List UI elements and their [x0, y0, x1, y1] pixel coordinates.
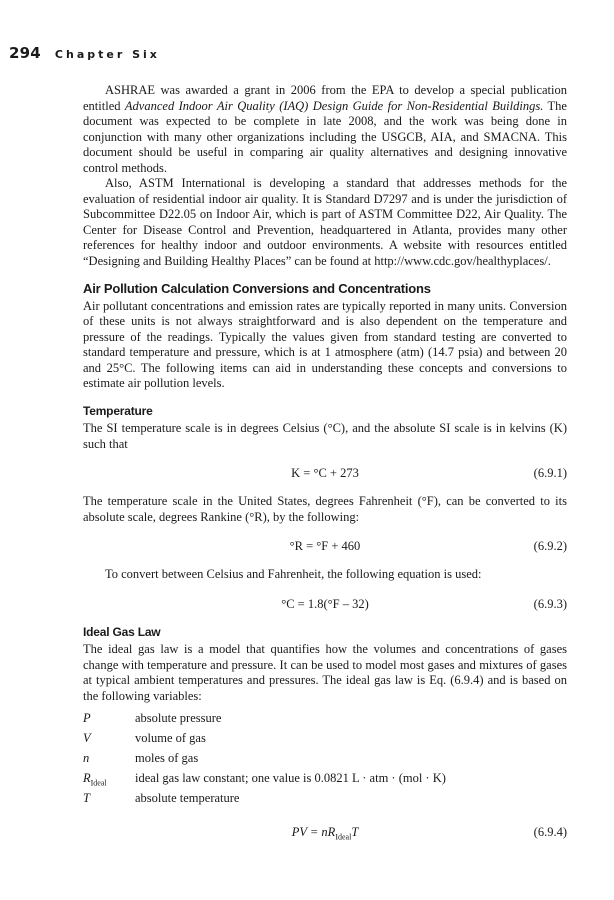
- equation-number: (6.9.4): [533, 825, 567, 839]
- variable-row: [83, 731, 567, 751]
- variable-symbol: [83, 771, 135, 791]
- equation-6-9-1: [83, 466, 567, 482]
- page-header: [9, 44, 160, 62]
- paragraph-convert: To convert between Celsius and Fahrenheit, the following equation is used:: [105, 567, 482, 581]
- equation-6-9-4: [83, 825, 567, 841]
- chapter-title: Chapter Six: [54, 48, 160, 61]
- paragraph-ashrae-start: ASHRAE was awarded a grant in 2006 from the EPA to develop a special publication entitled: [83, 83, 567, 113]
- publication-title: Advanced Indoor Air Quality (IAQ) Design Guide for Non-Residential Buildings.: [124, 98, 544, 113]
- equation-6-9-2: [83, 539, 567, 555]
- equation-number: (6.9.2): [533, 539, 567, 553]
- variable-description: ideal gas law constant; one value is 0.0821 L · atm · (mol · K): [135, 771, 446, 785]
- paragraph-ideal-gas: The ideal gas law is a model that quantifies how the volumes and concentrations of gases change with temperature and pressure. It can be used to model most gases and mixtures of gases at typical ambient temperatures and pressures. The ideal gas law is Eq. (6.9.4) and is based on the following variables:: [83, 642, 567, 703]
- variable-list: [83, 711, 567, 811]
- paragraph-astm: Also, ASTM International is developing a standard that addresses methods for the evaluation of residential indoor air quality. It is Standard D7297 and is under the jurisdiction of Subcommittee D22.05 on Indoor Air, which is part of ASTM Committee D22, Air Quality. The Center for Disease Control and Prevention, headquartered in Atlanta, provides many other references for healthy indoor and outdoor environments. A website with resources entitled “Designing and Building Healthy Places” can be found at http://www.cdc.gov/healthyplaces/.: [83, 176, 567, 268]
- variable-row: [83, 711, 567, 731]
- variable-symbol-subscript: Ideal: [90, 778, 107, 788]
- variable-symbol: V: [83, 731, 91, 745]
- variable-row: [83, 771, 567, 791]
- variable-symbol: P: [83, 711, 91, 725]
- page-body: [83, 83, 567, 853]
- paragraph-ashrae-rest: The document was expected to be complete in late 2008, and the work was being done in conjunction with many other organizations including the USGCB, AIA, and SMACNA. This document should be useful in comparing air quality alternatives and designing innovative control methods.: [83, 98, 567, 175]
- equation-text: K = °C + 273: [291, 466, 359, 480]
- equation-text: °C = 1.8(°F – 32): [281, 596, 369, 611]
- equation-number: (6.9.3): [533, 596, 567, 611]
- equation-text: [83, 825, 567, 845]
- page-number: 294: [9, 44, 41, 62]
- variable-symbol: T: [83, 791, 90, 805]
- variable-symbol-main: R: [83, 771, 91, 785]
- paragraph-fahrenheit: The temperature scale in the United States, degrees Fahrenheit (°F), can be converted to its absolute scale, degrees Rankine (°R), by the following:: [83, 494, 567, 524]
- variable-description: moles of gas: [135, 751, 199, 765]
- equation-text: °R = °F + 460: [289, 539, 361, 553]
- equation-lhs: PV = nR: [291, 825, 336, 839]
- paragraph-ashrae: [83, 83, 567, 176]
- equation-number: (6.9.1): [533, 466, 567, 480]
- equation-6-9-3: [83, 597, 567, 613]
- variable-row: [83, 751, 567, 771]
- variable-row: [83, 791, 567, 811]
- equation-rhs: T: [351, 825, 359, 839]
- variable-description: absolute temperature: [135, 791, 240, 805]
- subheading-ideal-gas-law: Ideal Gas Law: [83, 624, 161, 639]
- paragraph-si-scale: The SI temperature scale is in degrees Celsius (°C), and the absolute SI scale is in kelvins (K) such that: [83, 421, 567, 451]
- paragraph-conversions: Air pollutant concentrations and emission rates are typically reported in many units. Conversion of these units is not always straightforward and is also dependent on the temperature and pressure of the readings. Typically the values given from standard testing are converted to standard temperature and pressure, which is at 1 atmosphere (atm) (14.7 psia) and between 20 and 25°C. The following items can aid in understanding these concepts and conversions to estimate air pollution levels.: [83, 298, 567, 390]
- variable-description: absolute pressure: [135, 711, 222, 725]
- subheading-temperature: Temperature: [83, 403, 153, 418]
- section-heading: Air Pollution Calculation Conversions and Concentrations: [83, 281, 431, 296]
- variable-symbol: n: [83, 751, 90, 765]
- variable-description: volume of gas: [135, 731, 206, 745]
- equation-subscript: Ideal: [335, 832, 352, 842]
